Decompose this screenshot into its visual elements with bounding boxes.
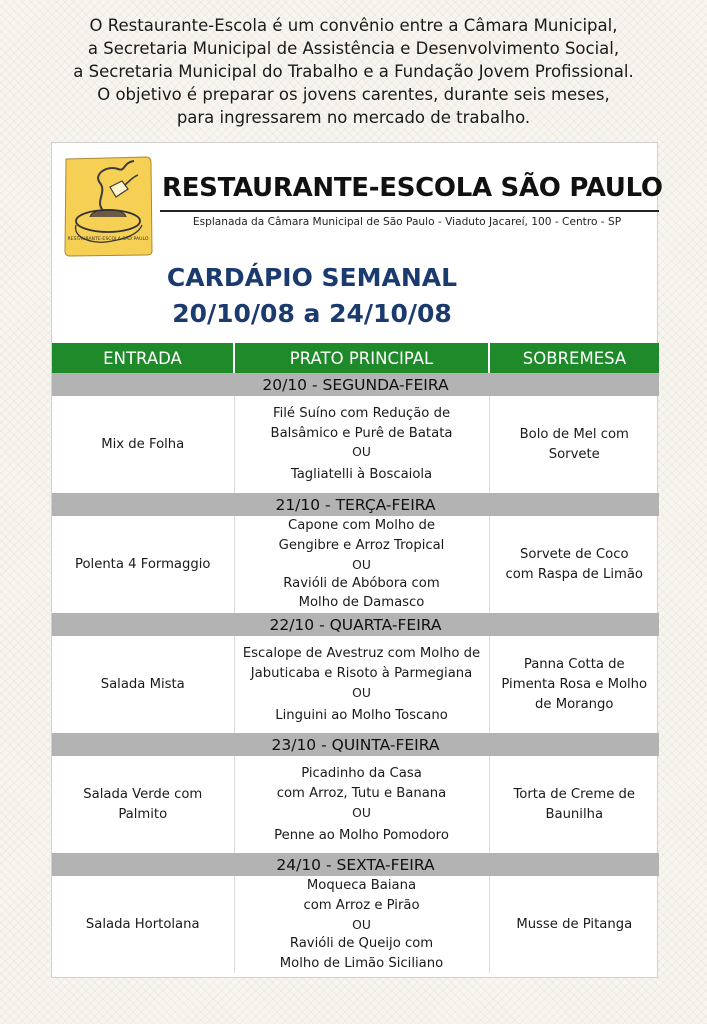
prato-option-1: Picadinho da Casa [301,765,422,781]
menu-row [52,396,659,493]
day-label: 23/10 - QUINTA-FEIRA [52,733,659,756]
entrada-text: Salada Hortolana [85,916,200,932]
day-row [52,493,659,516]
day-label: 24/10 - SEXTA-FEIRA [52,853,659,876]
sobremesa-text: Torta de Creme de [513,786,635,802]
prato-option-2: Ravióli de Queijo com [289,935,434,951]
prato-option-1: Moqueca Baiana [306,878,417,894]
prato-option-2: Molho de Damasco [298,595,425,611]
sobremesa-cell [489,396,659,493]
prato-cell [234,876,489,973]
restaurant-logo [62,155,154,257]
menu-title: CARDÁPIO SEMANAL [166,263,458,292]
sobremesa-text: Panna Cotta de [523,656,625,672]
sobremesa-text: Musse de Pitanga [516,916,633,932]
prato-option-2: Ravióli de Abóbora com [283,575,440,591]
menu-row [52,516,659,613]
day-label: 22/10 - QUARTA-FEIRA [52,613,659,636]
day-row [52,853,659,876]
entrada-text: Mix de Folha [101,436,185,452]
intro-text [0,14,707,129]
sobremesa-text: Sorvete de Coco [519,546,629,562]
prato-option-2: Penne ao Molho Pomodoro [274,827,449,843]
entrada-text: Salada Mista [100,676,185,692]
entrada-text: Palmito [118,806,168,822]
or-separator: OU [352,445,371,460]
menu-row [52,756,659,853]
sobremesa-text: Bolo de Mel com [519,426,629,442]
prato-cell [234,636,489,733]
prato-option-1: Balsâmico e Purê de Batata [270,425,453,441]
entrada-cell [52,516,234,613]
day-label: 21/10 - TERÇA-FEIRA [52,493,659,516]
prato-option-1: Gengibre e Arroz Tropical [278,537,445,553]
entrada-cell [52,636,234,733]
sobremesa-text: Baunilha [545,806,604,822]
prato-option-1: com Arroz e Pirão [303,897,420,913]
prato-cell [234,756,489,853]
prato-option-2: Tagliatelli à Boscaiola [290,467,433,483]
intro-line: a Secretaria Municipal do Trabalho e a Fundação Jovem Profissional. [73,62,634,81]
menu-row [52,876,659,973]
intro-line: O Restaurante-Escola é um convênio entre a Câmara Municipal, [89,16,618,35]
entrada-text: Salada Verde com [83,786,203,802]
sobremesa-cell [489,756,659,853]
menu-period: 20/10/08 a 24/10/08 [172,299,452,328]
logo-text: RESTAURANTE-ESCOLA SÃO PAULO [67,237,149,242]
day-label: 20/10 - SEGUNDA-FEIRA [52,373,659,396]
entrada-cell [52,756,234,853]
sobremesa-text: Pimenta Rosa e Molho [501,676,648,692]
sobremesa-cell [489,636,659,733]
prato-option-1: Capone com Molho de [288,518,435,533]
or-separator: OU [352,917,371,932]
sobremesa-text: com Raspa de Limão [505,566,643,582]
sobremesa-cell [489,876,659,973]
intro-line: para ingressarem no mercado de trabalho. [176,108,531,127]
sobremesa-text: de Morango [535,696,614,712]
sobremesa-cell [489,516,659,613]
intro-line: a Secretaria Municipal de Assistência e Desenvolvimento Social, [87,39,620,58]
entrada-text: Polenta 4 Formaggio [75,556,211,572]
day-row [52,613,659,636]
title-divider [160,210,659,212]
sobremesa-text: Sorvete [548,446,600,462]
intro-line: O objetivo é preparar os jovens carentes, durante seis meses, [97,85,610,104]
or-separator: OU [352,805,371,820]
restaurant-title: RESTAURANTE-ESCOLA SÃO PAULO [162,173,663,203]
menu-row [52,636,659,733]
prato-option-1: Jabuticaba e Risoto à Parmegiana [250,665,473,681]
column-header-entrada: ENTRADA [52,343,234,373]
entrada-cell [52,876,234,973]
day-row [52,373,659,396]
prato-option-1: Filé Suíno com Redução de [272,405,451,421]
weekly-menu-table [52,343,659,973]
restaurant-address: Esplanada da Câmara Municipal de São Paulo - Viaduto Jacareí, 100 - Centro - SP [192,216,622,228]
prato-option-1: com Arroz, Tutu e Banana [276,785,447,801]
entrada-cell [52,396,234,493]
column-header-prato: PRATO PRINCIPAL [234,343,489,373]
menu-card [51,142,663,978]
prato-cell [234,396,489,493]
menu-header-row [52,343,659,373]
prato-option-2: Linguini ao Molho Toscano [275,707,448,723]
column-header-sobremesa: SOBREMESA [489,343,659,373]
or-separator: OU [352,557,371,572]
or-separator: OU [352,685,371,700]
prato-option-2: Molho de Limão Siciliano [279,955,444,971]
prato-cell [234,516,489,613]
prato-option-1: Escalope de Avestruz com Molho de [242,645,481,661]
day-row [52,733,659,756]
